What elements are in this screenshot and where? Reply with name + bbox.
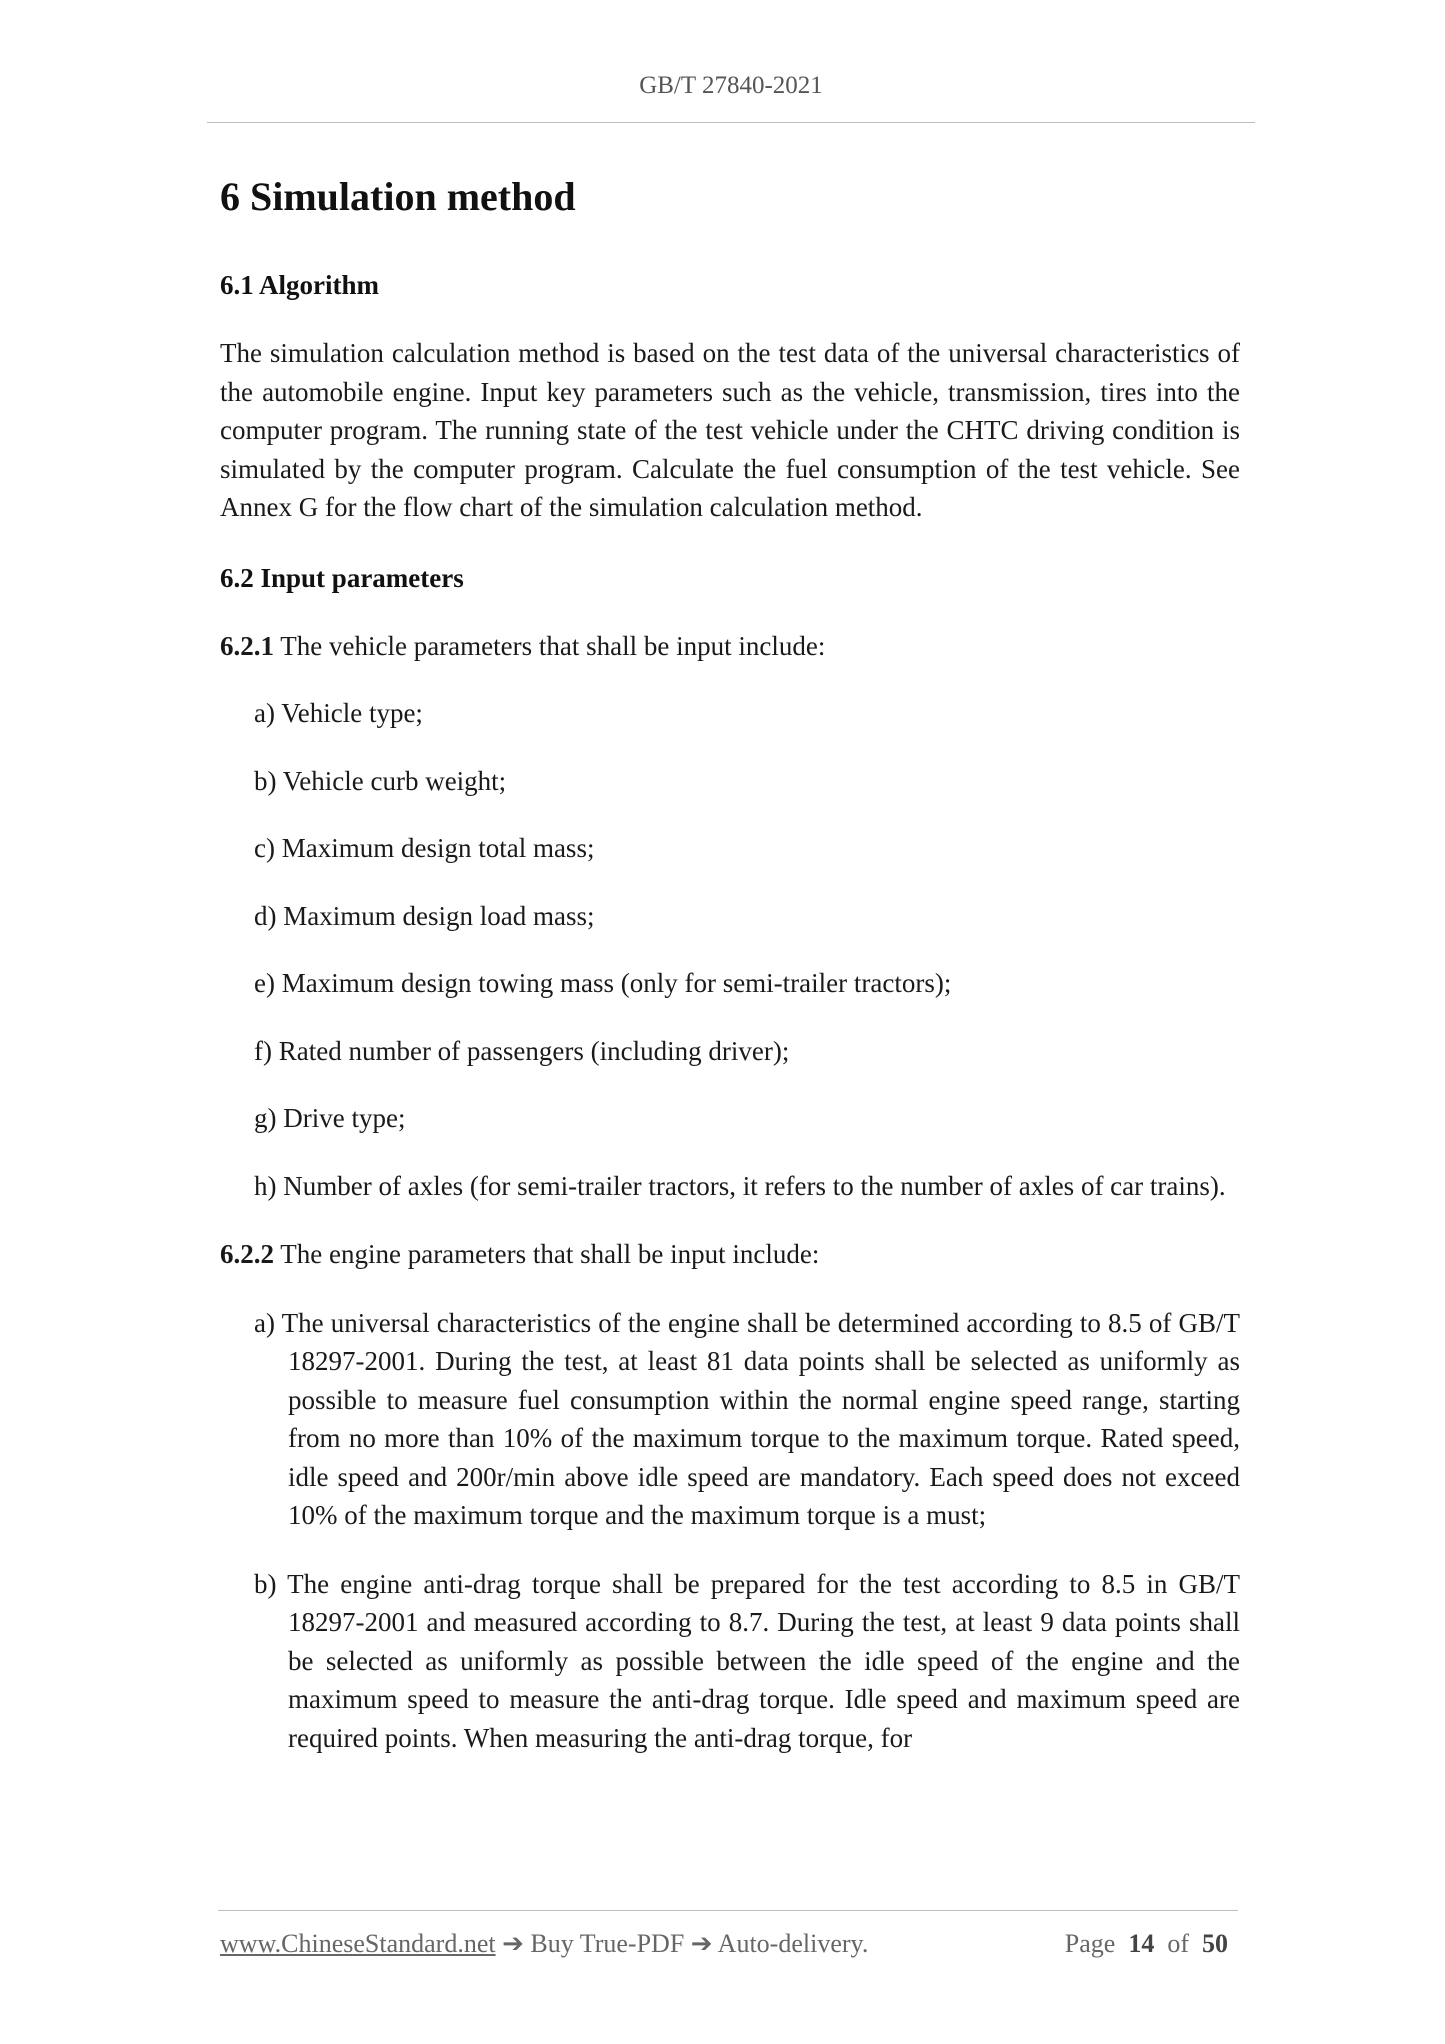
header-divider bbox=[207, 122, 1255, 123]
clause-number: 6.2.2 bbox=[220, 1239, 274, 1269]
algorithm-paragraph: The simulation calculation method is based on the test data of the universal characteristics of the automobile engine. Input key parameters such as the vehicle, transmission, tires into the computer program. The running state of the test vehicle under the CHTC driving condition is simulated by the computer program. Calculate the fuel consumption of the test vehicle. See Annex G for the flow chart of the simulation calculation method. bbox=[220, 338, 1240, 522]
list-item: b) Vehicle curb weight; bbox=[254, 765, 507, 796]
clause-text: The vehicle parameters that shall be input include: bbox=[280, 630, 826, 661]
website-link[interactable]: www.ChineseStandard.net bbox=[220, 1929, 496, 1958]
list-item: a) Vehicle type; bbox=[254, 698, 423, 728]
list-item: h) Number of axles (for semi-trailer tractors, it refers to the number of axles of car trains). bbox=[254, 1170, 1226, 1201]
page-content bbox=[220, 170, 1240, 1757]
buy-true-pdf-text: Buy True-PDF bbox=[530, 1929, 685, 1958]
arrow-right-icon: ➔ bbox=[690, 1929, 713, 1958]
section-title: 6 Simulation method bbox=[220, 174, 576, 219]
clause-6-2-1 bbox=[220, 627, 1240, 666]
list-item: b) The engine anti-drag torque shall be prepared for the test according to 8.5 in GB/T 18297-2001 and measured according to 8.7. During the test, at least 9 data points shall be selected as uniformly as possible between the idle speed of the engine and the maximum speed to measure the anti-drag torque. Idle speed and maximum speed are required points. When measuring the anti-drag torque, for bbox=[254, 1568, 1240, 1753]
of-label: of bbox=[1167, 1929, 1189, 1958]
document-header: GB/T 27840-2021 bbox=[639, 72, 823, 99]
subsection-title-input-parameters: 6.2 Input parameters bbox=[220, 562, 464, 593]
list-item: a) The universal characteristics of the engine shall be determined according to 8.5 of GB/T 18297-2001. During the test, at least 81 data points shall be selected as uniformly as possible to measure fuel consumption within the normal engine speed range, starting from no more than 10% of the maximum torque to the maximum torque. Rated speed, idle speed and 200r/min above idle speed are mandatory. Each speed does not exceed 10% of the maximum torque and the maximum torque is a must; bbox=[254, 1307, 1240, 1530]
arrow-right-icon: ➔ bbox=[502, 1929, 524, 1958]
list-item: d) Maximum design load mass; bbox=[254, 900, 595, 931]
list-item: f) Rated number of passengers (including driver); bbox=[254, 1035, 790, 1066]
list-item: e) Maximum design towing mass (only for semi-trailer tractors); bbox=[254, 968, 952, 998]
page-footer bbox=[220, 1929, 1238, 1959]
clause-number: 6.2.1 bbox=[220, 630, 274, 661]
page-number: 14 bbox=[1128, 1929, 1155, 1958]
list-item: g) Drive type; bbox=[254, 1103, 406, 1133]
page-label: Page bbox=[1064, 1929, 1116, 1958]
page-total: 50 bbox=[1202, 1929, 1228, 1958]
footer-divider bbox=[218, 1910, 1238, 1911]
clause-6-2-2 bbox=[220, 1235, 1240, 1274]
page-indicator bbox=[1065, 1929, 1228, 1959]
clause-text: The engine parameters that shall be input include: bbox=[280, 1239, 820, 1269]
list-item: c) Maximum design total mass; bbox=[254, 833, 595, 863]
auto-delivery-text: Auto-delivery. bbox=[717, 1929, 869, 1958]
subsection-title-algorithm: 6.1 Algorithm bbox=[220, 270, 379, 300]
